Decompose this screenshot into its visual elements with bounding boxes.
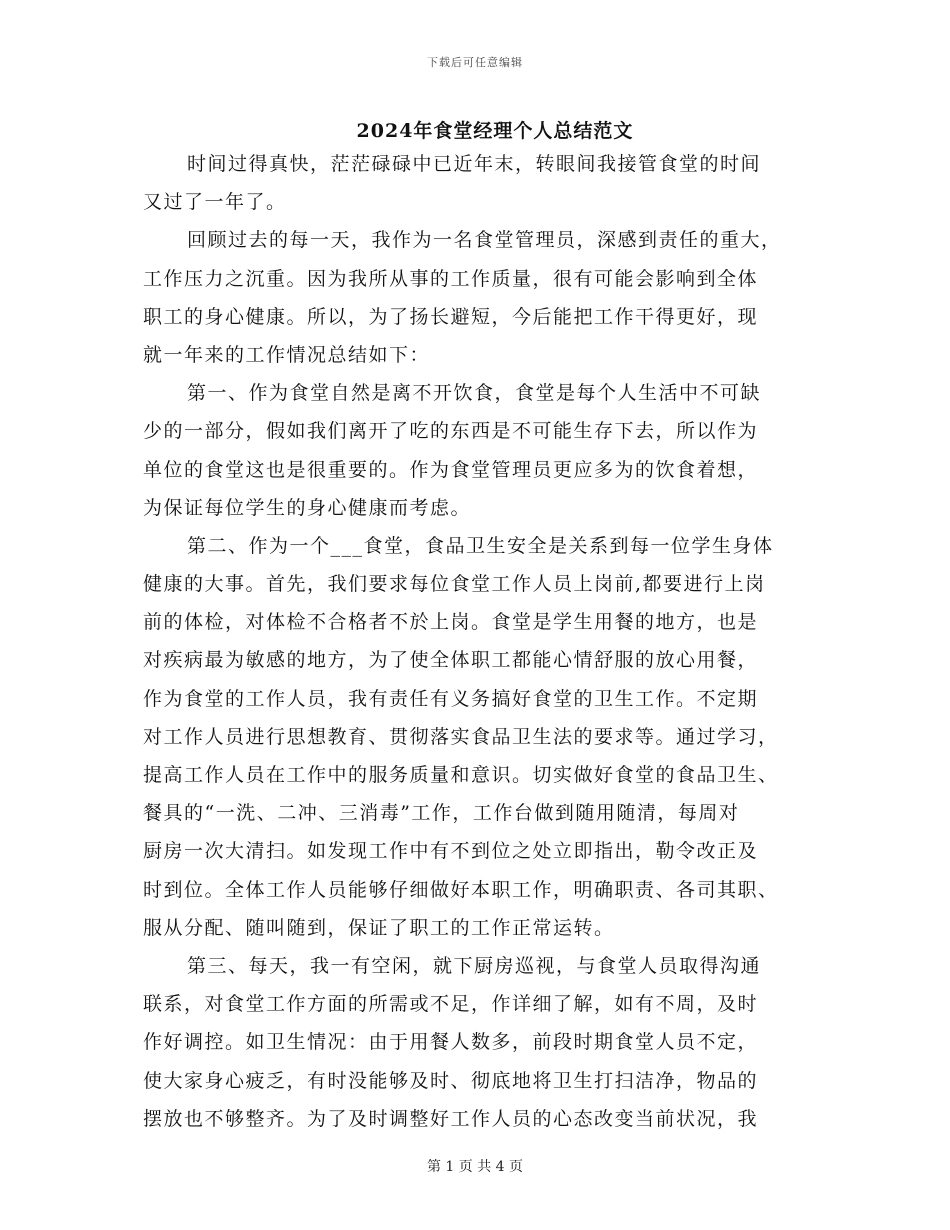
body-line: 就一年来的工作情况总结如下： — [143, 343, 431, 366]
body-line: 餐具的“一洗、二冲、三消毒”工作，工作台做到随用随清，每周对 — [143, 802, 740, 825]
body-line: 使大家身心疲乏，有时没能够及时、彻底地将卫生打扫洁净，物品的 — [143, 1069, 759, 1092]
body-line: 时间过得真快，茫茫碌碌中已近年末，转眼间我接管食堂的时间 — [187, 153, 762, 175]
body-line: 又过了一年了。 — [143, 191, 287, 214]
body-line: 职工的身心健康。所以，为了扬长避短，今后能把工作干得更好，现 — [143, 305, 759, 328]
body-line: 回顾过去的每一天，我作为一名食堂管理员，深感到责任的重大， — [187, 229, 782, 252]
body-line: 单位的食堂这也是很重要的。作为食堂管理员更应多为的饮食着想， — [143, 458, 759, 481]
body-line: 提高工作人员在工作中的服务质量和意识。切实做好食堂的食品卫生、 — [143, 764, 779, 786]
body-line: 时到位。全体工作人员能够仔细做好本职工作，明确职责、各司其职、 — [143, 878, 779, 901]
body-line: 服从分配、随叫随到，保证了职工的工作正常运转。 — [143, 916, 615, 939]
document-title: 2024年食堂经理个人总结范文 — [356, 120, 634, 142]
body-line: 作好调控。如卫生情况：由于用餐人数多，前段时期食堂人员不定， — [143, 1031, 759, 1054]
body-line: 厨房一次大清扫。如发现工作中有不到位之处立即指出，勒令改正及 — [143, 840, 759, 863]
body-line: 联系，对食堂工作方面的所需或不足，作详细了解，如有不周，及时 — [143, 993, 759, 1016]
document-body — [143, 145, 813, 1138]
body-line: 摆放也不够整齐。为了及时调整好工作人员的心态改变当前状况，我 — [143, 1107, 759, 1130]
body-line: 第一、作为食堂自然是离不开饮食，食堂是每个人生活中不可缺 — [187, 382, 762, 405]
page-footer: 第 1 页 共 4 页 — [426, 1159, 524, 1175]
body-line: 第三、每天，我一有空闲，就下厨房巡视，与食堂人员取得沟通 — [187, 954, 762, 977]
body-line: 第二、作为一个___食堂，食品卫生安全是关系到每一位学生身体 — [187, 534, 774, 557]
body-line: 健康的大事。首先，我们要求每位食堂工作人员上岗前,都要进行上岗 — [143, 573, 766, 596]
body-line: 对工作人员进行思想教育、贯彻落实食品卫生法的要求等。通过学习， — [143, 725, 779, 748]
body-line: 对疾病最为敏感的地方，为了使全体职工都能心情舒服的放心用餐， — [143, 649, 759, 672]
body-line: 作为食堂的工作人员，我有责任有义务搞好食堂的卫生工作。不定期 — [143, 687, 759, 710]
body-line: 工作压力之沉重。因为我所从事的工作质量，很有可能会影响到全体 — [143, 267, 759, 290]
page-header-note: 下载后可任意编辑 — [427, 56, 523, 69]
body-line: 前的体检，对体检不合格者不於上岗。食堂是学生用餐的地方，也是 — [143, 611, 759, 634]
body-line: 少的一部分，假如我们离开了吃的东西是不可能生存下去，所以作为 — [143, 420, 759, 443]
body-line: 为保证每位学生的身心健康而考虑。 — [143, 496, 472, 519]
